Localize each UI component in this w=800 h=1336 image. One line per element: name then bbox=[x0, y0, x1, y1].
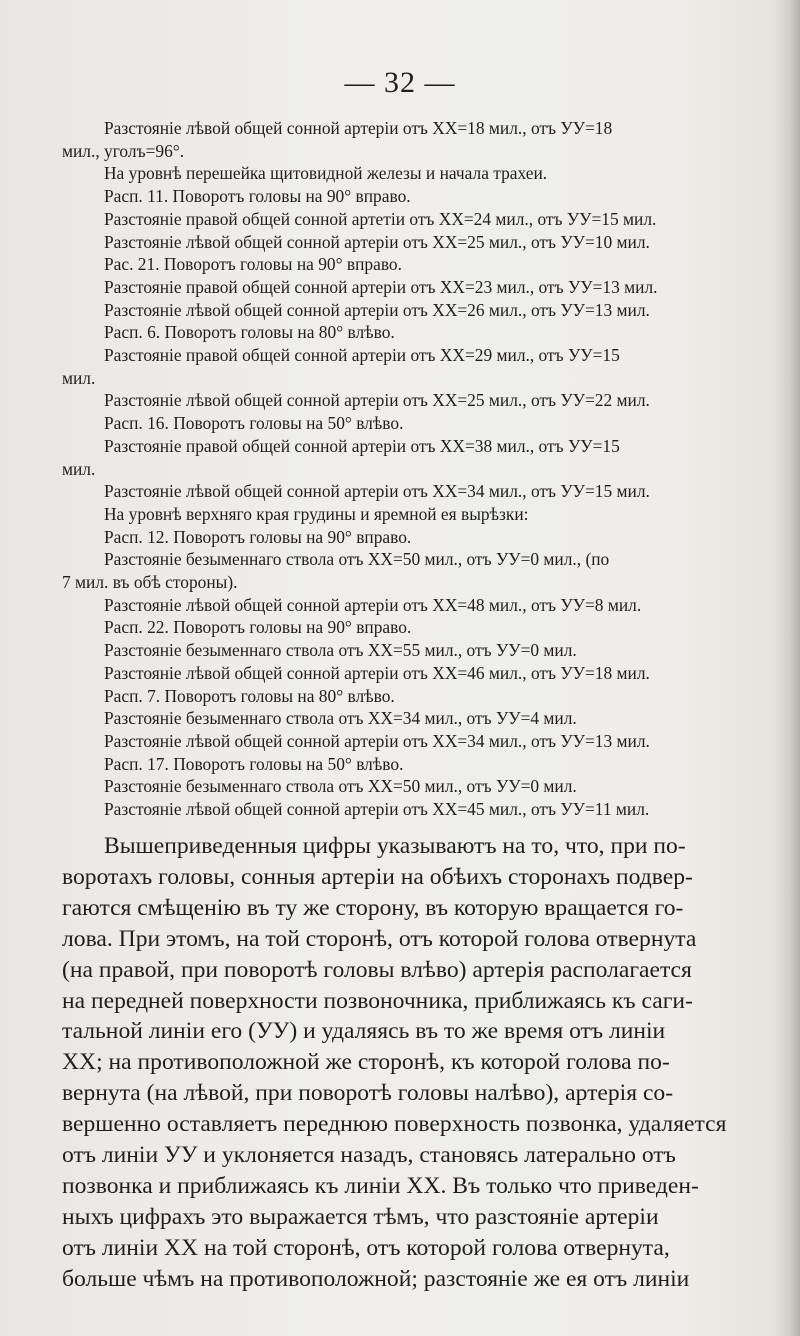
measurement-line: Разстояніе правой общей сонной артеріи отъ XX=38 мил., отъ УУ=15 bbox=[104, 435, 620, 456]
measurement-line: Разстояніе безыменнаго ствола отъ XX=34 мил., отъ УУ=4 мил. bbox=[104, 708, 577, 729]
measurement-line: Разстояніе правой общей сонной артеріи отъ XX=29 мил., отъ УУ=15 bbox=[104, 345, 620, 366]
measurement-line: На уровнѣ перешейка щитовидной железы и начала трахеи. bbox=[104, 163, 548, 184]
measurement-line: Расп. 6. Поворотъ головы на 80° влѣво. bbox=[104, 322, 395, 343]
conclusion-line: отъ линіи УУ и уклоняется назадъ, становясь латерально отъ bbox=[62, 1142, 676, 1169]
measurement-line: Разстояніе лѣвой общей сонной артеріи отъ XX=25 мил., отъ УУ=10 мил. bbox=[104, 231, 650, 252]
conclusion-line: на передней поверхности позвоночника, приближаясь къ саги- bbox=[62, 987, 693, 1014]
measurement-line: Расп. 12. Поворотъ головы на 90° вправо. bbox=[104, 526, 412, 547]
measurements-block bbox=[62, 117, 782, 821]
conclusion-paragraph bbox=[62, 831, 782, 1295]
measurement-line: Разстояніе безыменнаго ствола отъ XX=55 мил., отъ УУ=0 мил. bbox=[104, 640, 577, 661]
measurement-line: Разстояніе лѣвой общей сонной артеріи отъ XX=26 мил., отъ УУ=13 мил. bbox=[104, 299, 650, 320]
conclusion-line: вернута (на лѣвой, при поворотѣ головы налѣво), артерія со- bbox=[62, 1080, 674, 1107]
measurement-line: Разстояніе лѣвой общей сонной артеріи отъ XX=25 мил., отъ УУ=22 мил. bbox=[104, 390, 650, 411]
measurement-line: Расп. 17. Поворотъ головы на 50° влѣво. bbox=[104, 753, 404, 774]
conclusion-line: больше чѣмъ на противоположной; разстояніе же ея отъ линіи bbox=[62, 1265, 690, 1292]
measurement-line: Разстояніе безыменнаго ствола отъ XX=50 мил., отъ УУ=0 мил., (по bbox=[104, 549, 610, 570]
measurement-line: Расп. 16. Поворотъ головы на 50° влѣво. bbox=[104, 413, 404, 434]
conclusion-line: ныхъ цифрахъ это выражается тѣмъ, что разстояніе артеріи bbox=[62, 1203, 659, 1230]
conclusion-line: XX; на противоположной же сторонѣ, къ которой голова по- bbox=[62, 1049, 670, 1076]
conclusion-line: воротахъ головы, сонныя артеріи на обѣихъ сторонахъ подвер- bbox=[62, 863, 693, 890]
measurement-line: Расп. 7. Поворотъ головы на 80° влѣво. bbox=[104, 685, 395, 706]
conclusion-line: вершенно оставляетъ переднюю поверхность позвонка, удаляется bbox=[62, 1111, 727, 1138]
measurement-line: Разстояніе лѣвой общей сонной артеріи отъ XX=34 мил., отъ УУ=15 мил. bbox=[104, 481, 650, 502]
measurement-line: Разстояніе лѣвой общей сонной артеріи отъ XX=34 мил., отъ УУ=13 мил. bbox=[104, 730, 650, 751]
conclusion-line: Вышеприведенныя цифры указываютъ на то, что, при по- bbox=[104, 833, 686, 859]
measurement-line: 7 мил. въ обѣ стороны). bbox=[62, 572, 238, 593]
measurement-line: мил., уголъ=96°. bbox=[62, 140, 185, 161]
measurement-line: Разстояніе лѣвой общей сонной артеріи отъ XX=48 мил., отъ УУ=8 мил. bbox=[104, 594, 642, 615]
measurement-line: Разстояніе правой общей сонной артетіи отъ XX=24 мил., отъ УУ=15 мил. bbox=[104, 208, 657, 229]
measurement-line: Рас. 21. Поворотъ головы на 90° вправо. bbox=[104, 254, 402, 275]
measurement-line: Разстояніе безыменнаго ствола отъ XX=50 мил., отъ УУ=0 мил. bbox=[104, 776, 577, 797]
measurement-line: Расп. 22. Поворотъ головы на 90° вправо. bbox=[104, 617, 412, 638]
measurement-line: Расп. 11. Поворотъ головы на 90° вправо. bbox=[104, 186, 411, 207]
measurement-line: Разстояніе лѣвой общей сонной артеріи отъ XX=45 мил., отъ УУ=11 мил. bbox=[104, 799, 650, 820]
conclusion-line: позвонка и приближаясь къ линіи XX. Въ только что приведен- bbox=[62, 1172, 699, 1199]
conclusion-line: тальной линіи его (УУ) и удаляясь въ то же время отъ линіи bbox=[62, 1018, 666, 1045]
conclusion-line: (на правой, при поворотѣ головы влѣво) артерія располагается bbox=[62, 956, 692, 983]
conclusion-line: лова. При этомъ, на той сторонѣ, отъ которой голова отвернута bbox=[62, 925, 697, 952]
page-number: — 32 — bbox=[344, 66, 456, 99]
measurement-line: мил. bbox=[62, 367, 96, 388]
measurement-line: На уровнѣ верхняго края грудины и яремной ея вырѣзки: bbox=[104, 503, 529, 524]
measurement-line: Разстояніе правой общей сонной артеріи отъ XX=23 мил., отъ УУ=13 мил. bbox=[104, 276, 658, 297]
measurement-line: Разстояніе лѣвой общей сонной артеріи отъ XX=18 мил., отъ УУ=18 bbox=[104, 118, 613, 138]
conclusion-line: отъ линіи XX на той сторонѣ, отъ которой голова отвернута, bbox=[62, 1234, 670, 1261]
measurement-line: Разстояніе лѣвой общей сонной артеріи отъ XX=46 мил., отъ УУ=18 мил. bbox=[104, 662, 650, 683]
measurement-line: мил. bbox=[62, 458, 96, 479]
conclusion-line: гаются смѣщенію въ ту же сторону, въ которую вращается го- bbox=[62, 894, 684, 921]
